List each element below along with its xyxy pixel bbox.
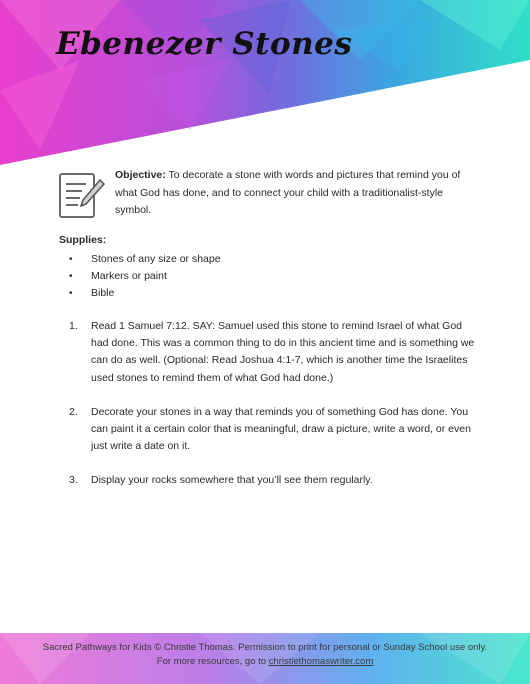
- footer-resources-prefix: For more resources, go to: [156, 655, 269, 667]
- supply-text: Stones of any size or shape: [91, 253, 221, 265]
- supplies-heading: Supplies:: [59, 234, 107, 246]
- objective-text: [115, 167, 475, 220]
- supply-text: Markers or paint: [91, 270, 167, 282]
- footer: [0, 641, 530, 668]
- step-text: Decorate your stones in a way that reminds you of something God has done. You can paint it a certain color that is meaningful, draw a picture, write a word, or even just write a date on it.: [91, 405, 471, 453]
- objective-label: Objective:: [115, 169, 166, 181]
- supplies-list: [59, 251, 479, 302]
- supply-text: Bible: [91, 287, 115, 299]
- bullet: •: [69, 288, 73, 299]
- step-number: 2.: [69, 405, 78, 418]
- step-item: [59, 318, 479, 387]
- list-item: [59, 268, 479, 285]
- notepad-pencil-icon: [56, 170, 106, 220]
- website-link[interactable]: christiethomaswriter.com: [268, 655, 374, 667]
- step-text: Display your rocks somewhere that you’ll see them regularly.: [91, 474, 373, 487]
- footer-copyright: Sacred Pathways for Kids © Christie Thomas. Permission to print for personal or Sunday School use only.: [42, 642, 488, 653]
- step-number: 3.: [69, 474, 78, 487]
- step-text: Read 1 Samuel 7:12. SAY: Samuel used this stone to remind Israel of what God had done. This was a common thing to do in this ancient time and is something we can do as well. (Optional: Read Joshua 4:1-7, which is another time the Israelites used stones to remind them of what God had done.): [91, 320, 475, 384]
- objective-body: To decorate a stone with words and pictures that remind you of what God has done, and to connect your child with a traditionalist-style symbol.: [115, 169, 461, 216]
- step-item: [59, 404, 479, 456]
- page-title: Ebenezer Stones: [56, 26, 353, 62]
- list-item: [59, 285, 479, 302]
- step-item: [59, 472, 479, 489]
- steps-list: [59, 318, 479, 507]
- bullet: •: [69, 254, 73, 265]
- step-number: 1.: [69, 320, 78, 332]
- footer-resources: [0, 655, 530, 669]
- bullet: •: [69, 271, 73, 282]
- list-item: [59, 251, 479, 268]
